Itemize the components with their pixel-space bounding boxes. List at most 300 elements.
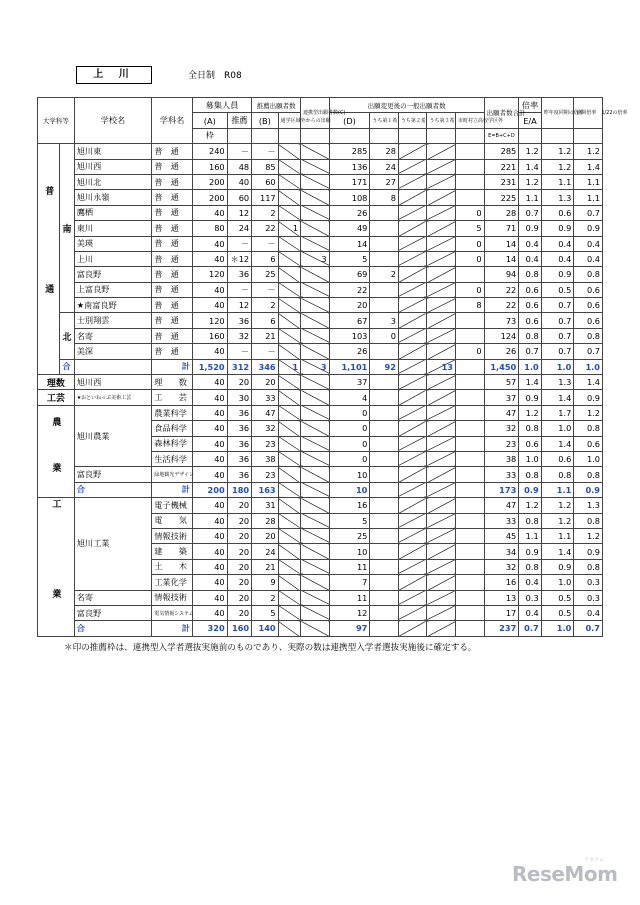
first-cell: 3 xyxy=(370,313,399,328)
prev-ratio-cell: 1.2 xyxy=(541,144,574,159)
school-name: 士別翔雲 xyxy=(74,313,152,328)
prev-ratio-cell: 0.4 xyxy=(541,236,574,251)
third-cell xyxy=(427,559,456,574)
first-cell xyxy=(370,390,399,405)
ratio-cell: 0.8 xyxy=(519,467,541,482)
outside-cell xyxy=(456,436,485,451)
ratio-cell: 1.4 xyxy=(519,159,541,174)
first-cell: 24 xyxy=(370,159,399,174)
third-cell xyxy=(427,513,456,528)
second-cell xyxy=(398,251,427,266)
third-cell xyxy=(427,421,456,436)
general-cell: 49 xyxy=(329,221,370,236)
prev-final-cell: 1.4 xyxy=(574,375,603,390)
first-cell xyxy=(370,621,399,636)
rec-other-cell xyxy=(278,513,300,528)
rec-other-cell: 1 xyxy=(278,221,300,236)
ratio-cell: 0.7 xyxy=(519,344,541,359)
quota-cell: 160 xyxy=(192,328,227,343)
total-label-kei: 計 xyxy=(152,482,193,497)
general-cell: 0 xyxy=(329,405,370,420)
prev-final-cell: 0.7 xyxy=(574,205,603,220)
total-cell: 47 xyxy=(484,498,519,513)
total-cell: 14 xyxy=(484,251,519,266)
prev-ratio-cell: 1.1 xyxy=(541,482,574,497)
total-cell: 28 xyxy=(484,205,519,220)
outside-cell xyxy=(456,605,485,620)
prev-ratio-cell: 1.2 xyxy=(541,159,574,174)
subject-name: 農業科学 xyxy=(152,405,193,420)
prev-final-cell: 1.1 xyxy=(574,190,603,205)
subject-name: 普 通 xyxy=(152,174,193,189)
first-cell xyxy=(370,451,399,466)
futsu-total-row xyxy=(38,359,603,374)
linked-cell: 3 xyxy=(301,359,330,374)
outside-cell xyxy=(456,575,485,590)
linked-cell xyxy=(301,621,330,636)
general-cell: 0 xyxy=(329,451,370,466)
table-row xyxy=(38,144,603,159)
third-cell xyxy=(427,328,456,343)
ratio-cell: 0.9 xyxy=(519,390,541,405)
recommend-cell: 312 xyxy=(227,359,251,374)
table-row xyxy=(38,190,603,205)
second-cell xyxy=(398,144,427,159)
subject-name: 普 通 xyxy=(152,236,193,251)
prev-ratio-cell: 1.2 xyxy=(541,513,574,528)
total-cell: 22 xyxy=(484,298,519,313)
subject-name: 工業化学 xyxy=(152,575,193,590)
rec-apps-cell: 20 xyxy=(252,528,279,543)
subject-name: 情報技術 xyxy=(152,590,193,605)
third-cell xyxy=(427,174,456,189)
linked-cell xyxy=(301,205,330,220)
prev-ratio-cell: 0.4 xyxy=(541,251,574,266)
table-row xyxy=(38,467,603,482)
header-second: うち第２希 xyxy=(398,113,427,128)
total-label-kei: 計 xyxy=(152,621,193,636)
prev-final-cell: 0.7 xyxy=(574,344,603,359)
outside-cell: 0 xyxy=(456,205,485,220)
total-cell: 17 xyxy=(484,605,519,620)
third-cell xyxy=(427,375,456,390)
prev-final-cell: 0.6 xyxy=(574,298,603,313)
school-name: 旭川工業 xyxy=(74,498,152,590)
footnote: ＊印の推薦枠は、連携型入学者選抜実施前のものであり、実際の数は連携型入学者選抜実施後に確定する。 xyxy=(64,643,477,653)
linked-cell xyxy=(301,544,330,559)
recommend-cell: 48 xyxy=(227,159,251,174)
outside-cell xyxy=(456,421,485,436)
prev-final-cell: 0.3 xyxy=(574,575,603,590)
prev-ratio-cell: 1.0 xyxy=(541,359,574,374)
third-cell xyxy=(427,390,456,405)
school-name: 旭川東 xyxy=(74,144,152,159)
subject-name: 普 通 xyxy=(152,282,193,297)
prev-final-cell: 0.9 xyxy=(574,221,603,236)
general-cell: 103 xyxy=(329,328,370,343)
rec-apps-cell: 31 xyxy=(252,498,279,513)
kogei-row xyxy=(38,390,603,405)
first-cell: 27 xyxy=(370,174,399,189)
general-cell: 11 xyxy=(329,559,370,574)
quota-cell: 40 xyxy=(192,528,227,543)
outside-cell xyxy=(456,544,485,559)
prev-final-cell: 0.6 xyxy=(574,313,603,328)
recommend-cell: 32 xyxy=(227,328,251,343)
general-cell: 22 xyxy=(329,282,370,297)
total-cell: 285 xyxy=(484,144,519,159)
prev-final-cell: 1.0 xyxy=(574,359,603,374)
ratio-cell: 0.4 xyxy=(519,575,541,590)
second-cell xyxy=(398,344,427,359)
rec-apps-cell: 117 xyxy=(252,190,279,205)
prev-ratio-cell: 0.9 xyxy=(541,267,574,282)
subject-name: 工 芸 xyxy=(152,390,193,405)
header-recommend2: 枠 xyxy=(192,128,227,143)
rec-apps-cell: 47 xyxy=(252,405,279,420)
school-name: 上川 xyxy=(74,251,152,266)
first-cell: 92 xyxy=(370,359,399,374)
total-cell: 37 xyxy=(484,390,519,405)
total-label: 合 xyxy=(74,621,152,636)
prev-ratio-cell: 0.8 xyxy=(541,467,574,482)
outside-cell: 0 xyxy=(456,344,485,359)
school-name: 上富良野 xyxy=(74,282,152,297)
rec-other-cell xyxy=(278,390,300,405)
rec-other-cell xyxy=(278,575,300,590)
total-cell: 173 xyxy=(484,482,519,497)
recommend-cell: 20 xyxy=(227,544,251,559)
header-prev-final: 前回倍率 1/22の倍率 xyxy=(574,98,603,129)
risu-row xyxy=(38,375,603,390)
quota-cell: 240 xyxy=(192,144,227,159)
recommend-cell: － xyxy=(227,344,251,359)
header-recommend: 推薦 xyxy=(227,113,251,128)
first-cell xyxy=(370,405,399,420)
subject-name: 普 通 xyxy=(152,313,193,328)
total-cell: 32 xyxy=(484,559,519,574)
quota-cell: 40 xyxy=(192,590,227,605)
total-cell: 26 xyxy=(484,344,519,359)
third-cell xyxy=(427,590,456,605)
second-cell xyxy=(398,528,427,543)
ratio-cell: 1.1 xyxy=(519,528,541,543)
recommend-cell: 36 xyxy=(227,313,251,328)
prev-ratio-cell: 0.5 xyxy=(541,605,574,620)
prev-final-cell: 1.2 xyxy=(574,405,603,420)
total-cell: 38 xyxy=(484,451,519,466)
ratio-cell: 1.0 xyxy=(519,359,541,374)
general-cell: 26 xyxy=(329,344,370,359)
rec-apps-cell: 6 xyxy=(252,251,279,266)
general-cell: 0 xyxy=(329,436,370,451)
linked-cell xyxy=(301,498,330,513)
prev-ratio-cell: 1.1 xyxy=(541,528,574,543)
subject-name: 建 築 xyxy=(152,544,193,559)
second-cell xyxy=(398,390,427,405)
header-quota-a: (A) xyxy=(192,113,227,128)
third-cell xyxy=(427,221,456,236)
quota-cell: 40 xyxy=(192,298,227,313)
header-total-formula: E=B+C+D xyxy=(484,128,519,143)
recommend-cell: － xyxy=(227,282,251,297)
school-name: 富良野 xyxy=(74,467,152,482)
prev-ratio-cell: 0.5 xyxy=(541,590,574,605)
third-cell xyxy=(427,544,456,559)
recommend-cell: 20 xyxy=(227,528,251,543)
third-cell xyxy=(427,467,456,482)
rec-apps-cell: 38 xyxy=(252,451,279,466)
subject-name: 普 通 xyxy=(152,144,193,159)
prev-ratio-cell: 1.0 xyxy=(541,421,574,436)
general-cell: 7 xyxy=(329,575,370,590)
linked-cell xyxy=(301,236,330,251)
third-cell xyxy=(427,251,456,266)
general-cell: 14 xyxy=(329,236,370,251)
quota-cell: 40 xyxy=(192,605,227,620)
linked-cell xyxy=(301,313,330,328)
ratio-cell: 0.7 xyxy=(519,205,541,220)
first-cell xyxy=(370,528,399,543)
third-cell xyxy=(427,267,456,282)
second-cell xyxy=(398,159,427,174)
linked-cell: 3 xyxy=(301,251,330,266)
prev-ratio-cell: 1.0 xyxy=(541,621,574,636)
quota-cell: 40 xyxy=(192,513,227,528)
applications-table xyxy=(37,97,628,637)
recommend-cell: 160 xyxy=(227,621,251,636)
rec-other-cell xyxy=(278,282,300,297)
category-south: 南 xyxy=(60,144,74,313)
outside-cell xyxy=(456,267,485,282)
second-cell xyxy=(398,282,427,297)
header-linked: 連携型出願者数(C) xyxy=(301,98,330,129)
linked-cell xyxy=(301,605,330,620)
prev-final-cell: 0.9 xyxy=(574,390,603,405)
subject-name: 普 通 xyxy=(152,221,193,236)
recommend-cell: 30 xyxy=(227,390,251,405)
subject-name: 情報技術 xyxy=(152,528,193,543)
general-cell: 25 xyxy=(329,528,370,543)
second-cell xyxy=(398,405,427,420)
prev-ratio-cell: 1.0 xyxy=(541,575,574,590)
rec-apps-cell: 20 xyxy=(252,375,279,390)
third-cell xyxy=(427,482,456,497)
total-label: 合 xyxy=(60,359,74,374)
ratio-cell: 0.4 xyxy=(519,251,541,266)
prev-ratio-cell: 0.9 xyxy=(541,559,574,574)
prev-ratio-cell: 0.5 xyxy=(541,282,574,297)
total-cell: 1,450 xyxy=(484,359,519,374)
subject-name: 普 通 xyxy=(152,344,193,359)
school-name: 旭川農業 xyxy=(74,405,152,467)
rec-apps-cell: 23 xyxy=(252,436,279,451)
first-cell xyxy=(370,575,399,590)
prev-ratio-cell: 1.7 xyxy=(541,405,574,420)
outside-cell xyxy=(456,498,485,513)
table-cell xyxy=(74,359,152,374)
prev-ratio-cell: 0.9 xyxy=(541,221,574,236)
kogyo-total-row xyxy=(38,621,603,636)
subject-name: 普 通 xyxy=(152,205,193,220)
linked-cell xyxy=(301,390,330,405)
prev-final-cell: 0.4 xyxy=(574,236,603,251)
total-cell: 16 xyxy=(484,575,519,590)
header-first: うち第１希 xyxy=(370,113,399,128)
prev-ratio-cell: 0.7 xyxy=(541,344,574,359)
recommend-cell: 20 xyxy=(227,498,251,513)
header-third: うち第３希 xyxy=(427,113,456,128)
prev-final-cell: 0.3 xyxy=(574,590,603,605)
second-cell xyxy=(398,174,427,189)
course-type-label: 全日制 R08 xyxy=(188,71,242,81)
rec-apps-cell: 25 xyxy=(252,267,279,282)
recommend-cell: 36 xyxy=(227,467,251,482)
ratio-cell: 0.8 xyxy=(519,421,541,436)
prev-final-cell: 0.7 xyxy=(574,621,603,636)
school-name: 東川 xyxy=(74,221,152,236)
rec-apps-cell: 2 xyxy=(252,298,279,313)
subject-name: 緑地観光デザイン xyxy=(152,467,193,482)
total-cell: 57 xyxy=(484,375,519,390)
prev-final-cell: 0.4 xyxy=(574,251,603,266)
first-cell xyxy=(370,282,399,297)
ratio-cell: 0.8 xyxy=(519,559,541,574)
prev-final-cell: 0.9 xyxy=(574,482,603,497)
prev-final-cell: 1.0 xyxy=(574,451,603,466)
subject-name: 電子機械 xyxy=(152,498,193,513)
prev-final-cell: 0.4 xyxy=(574,605,603,620)
outside-cell xyxy=(456,359,485,374)
header-prev-year: 昨年度同期の倍率 xyxy=(541,98,574,129)
resemom-logo: ReseMom xyxy=(512,862,618,886)
table-row xyxy=(38,251,603,266)
rec-other-cell xyxy=(278,528,300,543)
third-cell xyxy=(427,144,456,159)
general-cell: 10 xyxy=(329,482,370,497)
rec-apps-cell: 140 xyxy=(252,621,279,636)
linked-cell xyxy=(301,221,330,236)
third-cell xyxy=(427,436,456,451)
total-cell: 73 xyxy=(484,313,519,328)
prev-final-cell: 0.8 xyxy=(574,467,603,482)
header-ratio: 倍率 xyxy=(519,98,541,113)
linked-cell xyxy=(301,190,330,205)
table-row xyxy=(38,174,603,189)
quota-cell: 40 xyxy=(192,575,227,590)
general-cell: 5 xyxy=(329,251,370,266)
rec-other-cell xyxy=(278,451,300,466)
third-cell xyxy=(427,498,456,513)
ratio-cell: 0.9 xyxy=(519,544,541,559)
ratio-cell: 0.8 xyxy=(519,267,541,282)
rec-other-cell xyxy=(278,313,300,328)
table-row xyxy=(38,405,603,420)
header-rec-other: 通学区域外からの出願 xyxy=(278,113,300,128)
quota-cell: 40 xyxy=(192,436,227,451)
first-cell xyxy=(370,605,399,620)
rec-other-cell xyxy=(278,298,300,313)
third-cell: 13 xyxy=(427,359,456,374)
second-cell xyxy=(398,575,427,590)
quota-cell: 320 xyxy=(192,621,227,636)
total-cell: 22 xyxy=(484,282,519,297)
subject-name: 土 木 xyxy=(152,559,193,574)
school-name: 美深 xyxy=(74,344,152,359)
second-cell xyxy=(398,513,427,528)
quota-cell: 200 xyxy=(192,174,227,189)
category-north: 北 xyxy=(60,313,74,359)
rec-apps-cell: 23 xyxy=(252,467,279,482)
first-cell xyxy=(370,421,399,436)
total-label: 合 xyxy=(74,482,152,497)
table-row xyxy=(38,498,603,513)
first-cell xyxy=(370,436,399,451)
recommend-cell: 20 xyxy=(227,375,251,390)
second-cell xyxy=(398,313,427,328)
second-cell xyxy=(398,605,427,620)
ratio-cell: 1.2 xyxy=(519,144,541,159)
third-cell xyxy=(427,313,456,328)
total-cell: 13 xyxy=(484,590,519,605)
rec-other-cell xyxy=(278,344,300,359)
prev-ratio-cell: 0.6 xyxy=(541,205,574,220)
outside-cell xyxy=(456,190,485,205)
prev-final-cell: 0.6 xyxy=(574,436,603,451)
table-row xyxy=(38,298,603,313)
table-row xyxy=(38,605,603,620)
quota-cell: 40 xyxy=(192,451,227,466)
subject-name: 理 数 xyxy=(152,375,193,390)
rec-other-cell xyxy=(278,251,300,266)
table-row xyxy=(38,221,603,236)
second-cell xyxy=(398,436,427,451)
first-cell: 28 xyxy=(370,144,399,159)
prev-final-cell: 0.8 xyxy=(574,421,603,436)
rec-other-cell xyxy=(278,605,300,620)
school-name: 旭川北 xyxy=(74,174,152,189)
school-name: 美瑛 xyxy=(74,236,152,251)
third-cell xyxy=(427,344,456,359)
outside-cell xyxy=(456,482,485,497)
second-cell xyxy=(398,267,427,282)
third-cell xyxy=(427,159,456,174)
rec-other-cell xyxy=(278,544,300,559)
quota-cell: 40 xyxy=(192,282,227,297)
category-kogyo: 工 業 xyxy=(38,498,75,637)
recommend-cell: 12 xyxy=(227,205,251,220)
total-cell: 45 xyxy=(484,528,519,543)
linked-cell xyxy=(301,405,330,420)
subject-name: 電気情報システム xyxy=(152,605,193,620)
quota-cell: 40 xyxy=(192,375,227,390)
outside-cell xyxy=(456,144,485,159)
third-cell xyxy=(427,605,456,620)
general-cell: 12 xyxy=(329,605,370,620)
general-cell: 26 xyxy=(329,205,370,220)
table-row xyxy=(38,328,603,343)
subject-name: 森林科学 xyxy=(152,436,193,451)
total-cell: 14 xyxy=(484,236,519,251)
rec-other-cell xyxy=(278,375,300,390)
table-row xyxy=(38,159,603,174)
ratio-cell: 0.6 xyxy=(519,282,541,297)
second-cell xyxy=(398,590,427,605)
prev-final-cell: 0.8 xyxy=(574,559,603,574)
linked-cell xyxy=(301,421,330,436)
rec-other-cell xyxy=(278,205,300,220)
outside-cell xyxy=(456,390,485,405)
